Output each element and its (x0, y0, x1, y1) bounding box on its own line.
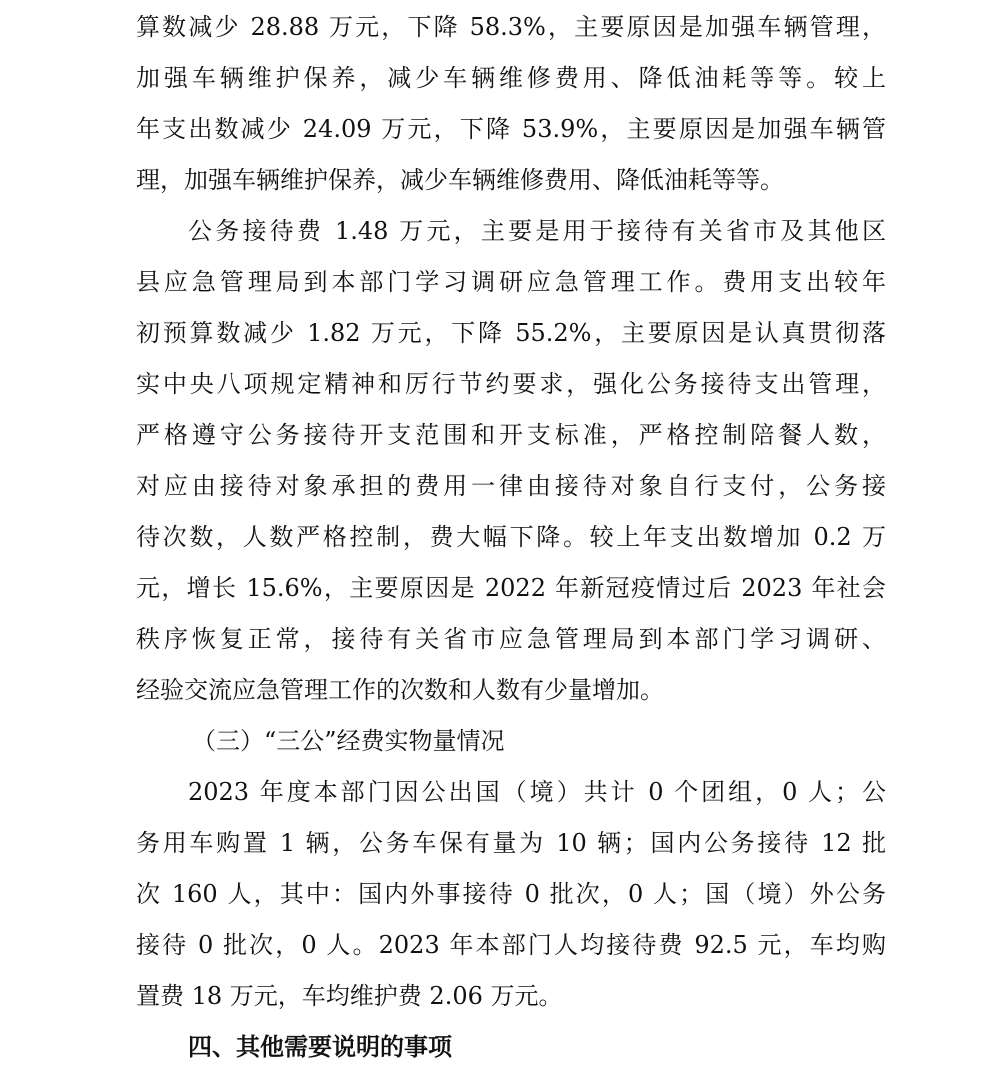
paragraph-line: 年支出数减少 24.09 万元，下降 53.9%，主要原因是加强车辆管 (136, 115, 886, 143)
document-page (136, 0, 886, 1073)
paragraph-line: 理，加强车辆维护保养，减少车辆维修费用、降低油耗等等。 (136, 166, 784, 194)
paragraph-line: 经验交流应急管理工作的次数和人数有少量增加。 (136, 676, 664, 704)
paragraph-line: 公务接待费 1.48 万元，主要是用于接待有关省市及其他区 (188, 217, 886, 245)
paragraph-line: 实中央八项规定精神和厉行节约要求，强化公务接待支出管理， (136, 370, 886, 398)
paragraph-line: 置费 18 万元，车均维护费 2.06 万元。 (136, 982, 563, 1010)
paragraph-line: 2023 年度本部门因公出国（境）共计 0 个团组，0 人；公 (188, 778, 886, 806)
paragraph-line: 加强车辆维护保养，减少车辆维修费用、降低油耗等等。较上 (136, 64, 886, 92)
paragraph-line: 初预算数减少 1.82 万元，下降 55.2%，主要原因是认真贯彻落 (136, 319, 886, 347)
section-heading: 四、其他需要说明的事项 (188, 1033, 452, 1061)
paragraph-line: 务用车购置 1 辆，公务车保有量为 10 辆；国内公务接待 12 批 (136, 829, 886, 857)
paragraph-line: 接待 0 批次，0 人。2023 年本部门人均接待费 92.5 元，车均购 (136, 931, 886, 959)
paragraph-line: 严格遵守公务接待开支范围和开支标准，严格控制陪餐人数， (136, 421, 886, 449)
paragraph-line: 县应急管理局到本部门学习调研应急管理工作。费用支出较年 (136, 268, 886, 296)
paragraph-line: 算数减少 28.88 万元，下降 58.3%，主要原因是加强车辆管理， (136, 13, 886, 41)
paragraph-line: 元，增长 15.6%，主要原因是 2022 年新冠疫情过后 2023 年社会 (136, 574, 886, 602)
paragraph-line: 次 160 人，其中：国内外事接待 0 批次，0 人；国（境）外公务 (136, 880, 886, 908)
section-subheading: （三）“三公”经费实物量情况 (192, 727, 505, 755)
paragraph-line: 秩序恢复正常，接待有关省市应急管理局到本部门学习调研、 (136, 625, 886, 653)
paragraph-line: 对应由接待对象承担的费用一律由接待对象自行支付，公务接 (136, 472, 886, 500)
paragraph-line: 待次数，人数严格控制，费大幅下降。较上年支出数增加 0.2 万 (136, 523, 886, 551)
